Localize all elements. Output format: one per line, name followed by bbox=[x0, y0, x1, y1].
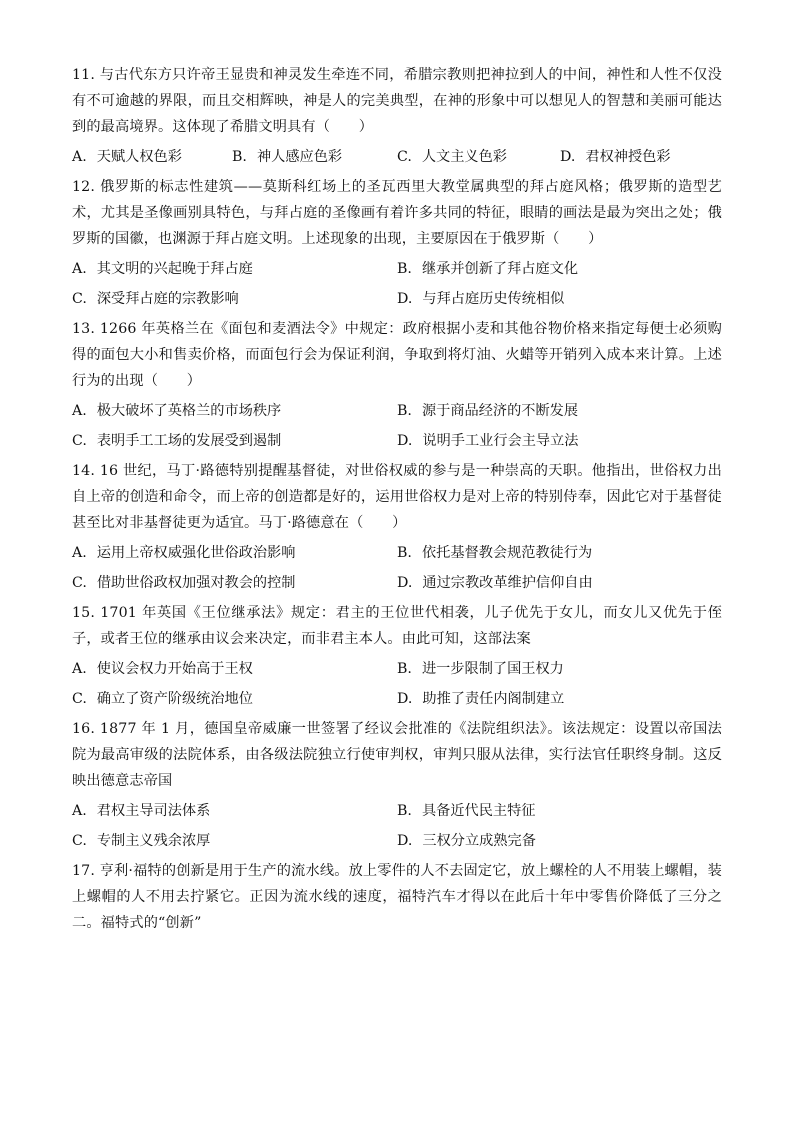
option-letter: D. bbox=[560, 149, 576, 165]
question-15 bbox=[72, 600, 722, 712]
answer-option bbox=[72, 798, 397, 824]
option-letter: A. bbox=[72, 403, 87, 419]
option-text: 极大破坏了英格兰的市场秩序 bbox=[96, 403, 282, 419]
question-stem: 15. 1701 年英国《王位继承法》规定：君主的王位世代相袭，儿子优先于女儿，而女儿又优先于侄子，或者王位的继承由议会来决定，而非君主本人。由此可知，这部法案 bbox=[72, 605, 722, 647]
option-text: 神人感应色彩 bbox=[256, 149, 343, 165]
option-letter: C. bbox=[72, 575, 87, 591]
answer-option bbox=[397, 398, 722, 424]
option-text: 通过宗教改革维护信仰自由 bbox=[422, 575, 593, 591]
option-letter: B. bbox=[397, 545, 412, 561]
answer-option bbox=[72, 428, 397, 454]
option-letter: A. bbox=[72, 149, 87, 165]
option-text: 借助世俗政权加强对教会的控制 bbox=[96, 575, 296, 591]
option-letter: B. bbox=[232, 149, 247, 165]
question-stem: 14. 16 世纪，马丁·路德特别提醒基督徒，对世俗权威的参与是一种崇高的天职。他指出，世俗权力出自上帝的创造和命令，而上帝的创造都是好的，运用世俗权力是对上帝的特别侍奉，因此它对于基督徒甚至比对非基督徒更为适宜。马丁·路德意在（ ） bbox=[72, 463, 722, 531]
answer-option bbox=[397, 656, 722, 682]
option-letter: C. bbox=[72, 433, 87, 449]
option-text: 人文主义色彩 bbox=[421, 149, 507, 165]
answer-option bbox=[397, 798, 722, 824]
option-letter: A. bbox=[72, 261, 87, 277]
exam-page bbox=[72, 62, 722, 940]
option-letter: D. bbox=[397, 433, 413, 449]
answer-option bbox=[397, 286, 722, 312]
option-letter: C. bbox=[72, 691, 87, 707]
answer-option bbox=[397, 428, 722, 454]
question-14 bbox=[72, 458, 722, 596]
answer-options bbox=[72, 656, 722, 712]
question-stem: 12. 俄罗斯的标志性建筑——莫斯科红场上的圣瓦西里大教堂属典型的拜占庭风格；俄罗斯的造型艺术，尤其是圣像画别具特色，与拜占庭的圣像画有着许多共同的特征，眼睛的画法是最为突出之处；俄罗斯的国徽，也渊源于拜占庭文明。上述现象的出现，主要原因在于俄罗斯（ ） bbox=[72, 179, 722, 247]
answer-option bbox=[397, 540, 722, 566]
answer-option bbox=[232, 144, 397, 170]
question-16 bbox=[72, 716, 722, 854]
question-12 bbox=[72, 174, 722, 312]
answer-option bbox=[72, 144, 232, 170]
option-letter: D. bbox=[397, 291, 413, 307]
option-text: 与拜占庭历史传统相似 bbox=[422, 291, 565, 307]
option-text: 源于商品经济的不断发展 bbox=[421, 403, 579, 419]
answer-option bbox=[72, 570, 397, 596]
option-letter: A. bbox=[72, 545, 87, 561]
option-letter: B. bbox=[397, 803, 412, 819]
option-text: 君权主导司法体系 bbox=[96, 803, 211, 819]
question-11 bbox=[72, 62, 722, 170]
option-text: 表明手工工场的发展受到遏制 bbox=[96, 433, 282, 449]
answer-options bbox=[72, 540, 722, 596]
option-letter: B. bbox=[397, 261, 412, 277]
option-text: 具备近代民主特征 bbox=[421, 803, 536, 819]
option-text: 助推了责任内阁制建立 bbox=[422, 691, 565, 707]
option-letter: C. bbox=[72, 833, 87, 849]
answer-option bbox=[72, 398, 397, 424]
option-letter: D. bbox=[397, 575, 413, 591]
option-text: 依托基督教会规范教徒行为 bbox=[421, 545, 593, 561]
answer-option bbox=[72, 656, 397, 682]
option-text: 其文明的兴起晚于拜占庭 bbox=[96, 261, 253, 277]
answer-options bbox=[72, 144, 722, 170]
answer-option bbox=[72, 686, 397, 712]
option-letter: B. bbox=[397, 403, 412, 419]
option-letter: A. bbox=[72, 803, 87, 819]
answer-option bbox=[72, 286, 397, 312]
answer-option bbox=[72, 540, 397, 566]
question-stem: 13. 1266 年英格兰在《面包和麦酒法令》中规定：政府根据小麦和其他谷物价格来指定每便士必须购得的面包大小和售卖价格，而面包行会为保证利润，争取到将灯油、火蜡等开销列入成本来计算。上述行为的出现（ ） bbox=[72, 321, 722, 389]
question-13 bbox=[72, 316, 722, 454]
answer-options bbox=[72, 798, 722, 854]
option-text: 运用上帝权威强化世俗政治影响 bbox=[96, 545, 296, 561]
option-letter: D. bbox=[397, 691, 413, 707]
option-text: 三权分立成熟完备 bbox=[422, 833, 536, 849]
option-letter: D. bbox=[397, 833, 413, 849]
option-text: 确立了资产阶级统治地位 bbox=[96, 691, 253, 707]
answer-option bbox=[560, 144, 722, 170]
answer-option bbox=[397, 256, 722, 282]
option-letter: A. bbox=[72, 661, 87, 677]
answer-options bbox=[72, 256, 722, 312]
answer-options bbox=[72, 398, 722, 454]
question-stem: 16. 1877 年 1 月，德国皇帝威廉一世签署了经议会批准的《法院组织法》。该法规定：设置以帝国法院为最高审级的法院体系，由各级法院独立行使审判权，审判只服从法律，实行法官任职终身制。这反映出德意志帝国 bbox=[72, 721, 722, 789]
option-text: 继承并创新了拜占庭文化 bbox=[421, 261, 579, 277]
option-text: 天赋人权色彩 bbox=[96, 149, 182, 165]
option-text: 深受拜占庭的宗教影响 bbox=[96, 291, 239, 307]
question-17 bbox=[72, 858, 722, 936]
option-text: 专制主义残余浓厚 bbox=[96, 833, 211, 849]
answer-option bbox=[397, 570, 722, 596]
answer-option bbox=[72, 828, 397, 854]
answer-option bbox=[397, 686, 722, 712]
option-letter: C. bbox=[397, 149, 412, 165]
question-stem: 17. 亨利·福特的创新是用于生产的流水线。放上零件的人不去固定它，放上螺栓的人不用装上螺帽，装上螺帽的人不用去拧紧它。正因为流水线的速度，福特汽车才得以在此后十年中零售价降低了三分之二。福特式的“创新” bbox=[72, 863, 722, 931]
answer-option bbox=[397, 828, 722, 854]
question-stem: 11. 与古代东方只许帝王显贵和神灵发生牵连不同，希腊宗教则把神拉到人的中间，神性和人性不仅没有不可逾越的界限，而且交相辉映，神是人的完美典型，在神的形象中可以想见人的智慧和美丽可能达到的最高境界。这体现了希腊文明具有（ ） bbox=[72, 67, 722, 135]
option-text: 使议会权力开始高于王权 bbox=[96, 661, 253, 677]
answer-option bbox=[72, 256, 397, 282]
option-text: 说明手工业行会主导立法 bbox=[422, 433, 579, 449]
option-text: 进一步限制了国王权力 bbox=[421, 661, 564, 677]
option-text: 君权神授色彩 bbox=[585, 149, 671, 165]
answer-option bbox=[397, 144, 560, 170]
option-letter: B. bbox=[397, 661, 412, 677]
option-letter: C. bbox=[72, 291, 87, 307]
